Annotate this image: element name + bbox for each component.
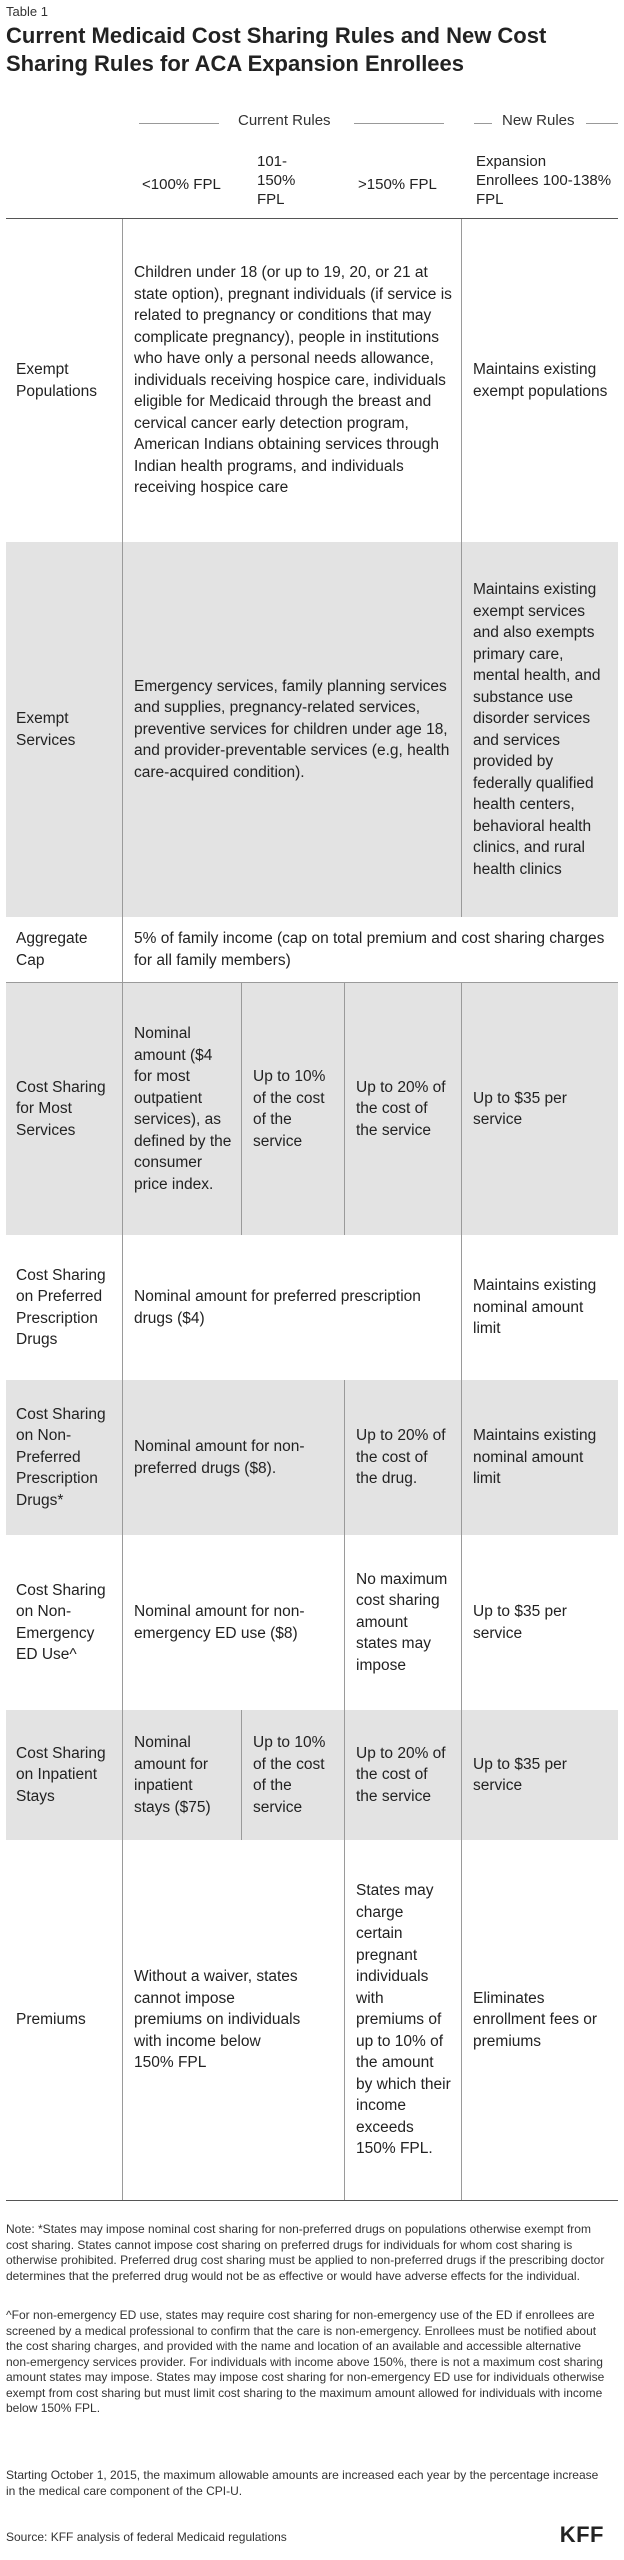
row-inpatient-stays [6,1710,618,1840]
over-150-cell: States may charge certain pregnant individuals with premiums of up to 10% of the amount by which their income exceeds 150% FPL. [356,1882,451,2158]
row-label: Cost Sharing for Most Services [16,1078,106,1139]
divider [122,219,123,542]
divider [122,1235,123,1380]
kff-logo: KFF [559,2522,604,2547]
divider [461,1840,462,2200]
divider [461,1710,462,1840]
over-150-cell: Up to 20% of the cost of the service [356,1078,446,1139]
divider [344,1380,345,1535]
under-100-cell: Nominal amount for inpatient stays ($75) [134,1734,211,1816]
footnote-annual-increase: Starting October 1, 2015, the maximum allowable amounts are increased each year by the percentage increase in the medical care component of the CPI-U. [6,2468,599,2498]
over-150-cell: Up to 20% of the cost of the service [356,1744,446,1805]
row-non-emergency-ed [6,1535,618,1710]
table-title: Current Medicaid Cost Sharing Rules and New Cost Sharing Rules for ACA Expansion Enrollees [6,23,547,76]
col-header-over-150: >150% FPL [358,176,437,193]
divider [344,983,345,1235]
row-label: Exempt Populations [16,361,98,400]
current-rules-header: Current Rules [238,112,331,129]
row-label: Aggregate Cap [16,930,88,969]
group-rule-right [354,123,444,124]
divider [461,1535,462,1710]
divider [461,1235,462,1380]
table-label: Table 1 [6,4,48,19]
row-label: Exempt Services [16,710,76,749]
under-150-cell: Without a waiver, states cannot impose premiums on individuals with income below 150% FPL [134,1968,301,2072]
row-exempt-populations [6,219,618,542]
divider [344,1840,345,2200]
divider [344,1710,345,1840]
divider [122,1380,123,1535]
new-rules-header: New Rules [502,112,575,129]
divider [461,542,462,917]
all-columns-cell: 5% of family income (cap on total premium and cost sharing charges for all family members) [134,930,605,969]
group-rule-left [139,123,219,124]
row-non-preferred-drugs [6,1380,618,1535]
row-premiums [6,1840,618,2200]
row-label: Cost Sharing on Non-Preferred Prescription Drugs* [16,1405,106,1509]
divider [461,983,462,1235]
row-preferred-drugs [6,1235,618,1380]
under-150-cell: Nominal amount for non-emergency ED use ($8) [134,1603,305,1642]
row-label: Cost Sharing on Inpatient Stays [16,1744,106,1805]
over-150-cell: No maximum cost sharing amount states may impose [356,1570,448,1674]
new-rules-cell: Maintains existing exempt services and also exempts primary care, mental health, and substance use disorder services and services provided by federally qualified health centers, behavioral health clinics, and rural health clinics [473,581,601,878]
row-aggregate-cap [6,917,618,982]
under-150-cell: Nominal amount for non-preferred drugs ($8). [134,1438,305,1477]
divider [122,1535,123,1710]
row-label: Premiums [16,2011,86,2029]
new-rules-cell: Maintains existing nominal amount limit [473,1277,597,1338]
current-rules-cell: Nominal amount for preferred prescription drugs ($4) [134,1288,421,1327]
divider [122,1710,123,1840]
under-100-cell: Nominal amount ($4 for most outpatient services), as defined by the consumer price index. [134,1025,232,1193]
divider [461,219,462,542]
col-header-under-100: <100% FPL [142,176,221,193]
divider [241,1710,242,1840]
table-bottom-rule [6,2200,618,2201]
divider [122,983,123,1235]
over-150-cell: Up to 20% of the cost of the drug. [356,1427,446,1488]
new-rules-cell: Maintains existing exempt populations [473,361,608,400]
source-note: Source: KFF analysis of federal Medicaid regulations [6,2530,287,2544]
101-150-cell: Up to 10% of the cost of the service [253,1068,326,1150]
new-rules-cell: Up to $35 per service [473,1603,567,1642]
divider [122,1840,123,2200]
row-exempt-services [6,542,618,917]
row-label: Cost Sharing on Preferred Prescription Drugs [16,1266,106,1348]
current-rules-cell: Children under 18 (or up to 19, 20, or 21 at state option), pregnant individuals (if service is related to pregnancy or conditions that may complicate pregnancy), people in institutions who have only a personal needs allowance, individuals receiving hospice care, individuals eligible for Medicaid through the breast and cervical cancer early detection program, American Indians obtaining services through Indian health programs, and individuals receiving hospice care [134,264,452,497]
row-cost-sharing-most-services [6,983,618,1235]
current-rules-cell: Emergency services, family planning services and supplies, pregnancy-related services, preventive services for children under age 18, and provider-preventable services (e.g, health care-acquired condition). [134,677,450,781]
divider [241,983,242,1235]
col-header-expansion: Expansion Enrollees 100-138% FPL [476,153,612,208]
101-150-cell: Up to 10% of the cost of the service [253,1734,326,1816]
footnote-non-emergency-ed: ^For non-emergency ED use, states may require cost sharing for non-emergency use of the ED if enrollees are screened by a medical professional to confirm that the care is non-emergency. Enrollees must be notified about the cost sharing charges, and provided with the name and location of an available and accessible alternative non-emergency services provider. For individuals with income above 150%, there is not a maximum cost sharing amount states may impose. States may impose cost sharing for non-emergency ED use for individuals otherwise exempt from cost sharing but must limit cost sharing to the maximum amount allowed for individuals with income below 150% FPL. [6,2308,605,2415]
new-rules-cell: Up to $35 per service [473,1755,567,1794]
new-rules-cell: Eliminates enrollment fees or premiums [473,1989,598,2050]
group-rule-new-right [586,123,618,124]
new-rules-cell: Maintains existing nominal amount limit [473,1427,597,1488]
col-header-101-150: 101-150% FPL [257,153,296,208]
row-label: Cost Sharing on Non-Emergency ED Use^ [16,1581,106,1663]
footnote-preferred-drugs: Note: *States may impose nominal cost sharing for non-preferred drugs on populations otherwise exempt from cost sharing. States cannot impose cost sharing on preferred drugs for individuals for whom cost sharing is otherwise prohibited. Preferred drug cost sharing must be applied to non-preferred drugs if the prescribing doctor determines that the preferred drug would not be as effective or would have adverse effects for the individual. [6,2222,605,2283]
divider [122,542,123,917]
divider [344,1535,345,1710]
new-rules-cell: Up to $35 per service [473,1089,567,1128]
divider [461,1380,462,1535]
divider [122,917,123,982]
group-rule-new-left [474,123,492,124]
